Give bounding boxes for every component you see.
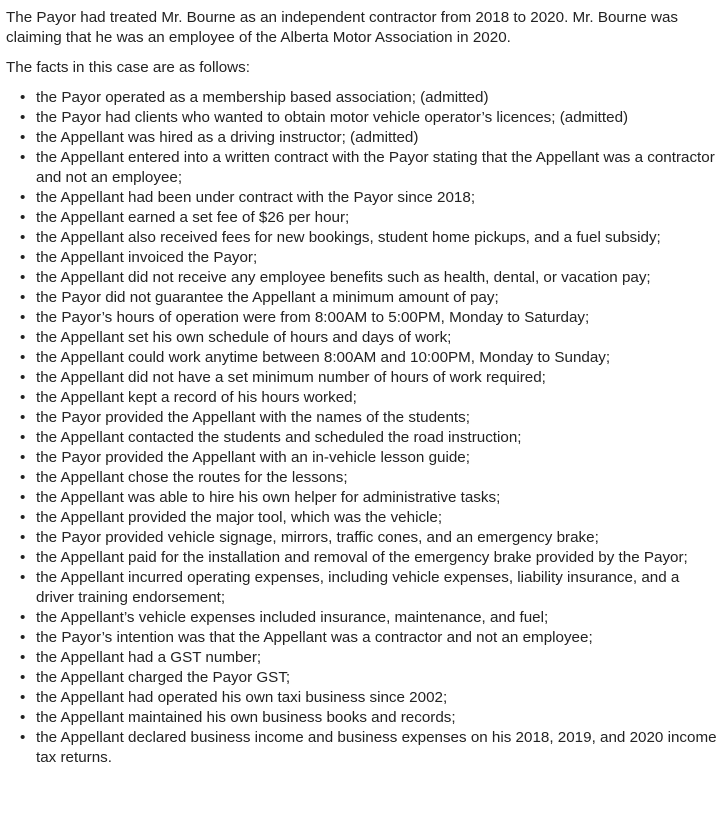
- facts-intro: The facts in this case are as follows:: [6, 59, 250, 76]
- fact-list-item: • the Appellant was hired as a driving instructor; (admitted): [28, 128, 717, 148]
- fact-list-item: • the Appellant had operated his own taxi business since 2002;: [28, 688, 717, 708]
- fact-list-item: • the Appellant also received fees for new bookings, student home pickups, and a fuel subsidy;: [28, 228, 717, 248]
- intro-paragraph: The Payor had treated Mr. Bourne as an independent contractor from 2018 to 2020. Mr. Bourne was claiming that he was an employee of the Alberta Motor Association in 2020.: [6, 9, 679, 46]
- fact-list-item: • the Appellant declared business income and business expenses on his 2018, 2019, and 2020 income tax returns.: [28, 728, 717, 768]
- fact-list-item: • the Appellant had been under contract with the Payor since 2018;: [28, 188, 717, 208]
- fact-list-item: • the Payor had clients who wanted to obtain motor vehicle operator’s licences; (admitted): [28, 108, 717, 128]
- fact-list-item: • the Appellant incurred operating expenses, including vehicle expenses, liability insurance, and a driver training endorsement;: [28, 568, 717, 608]
- fact-list-item: • the Appellant did not receive any employee benefits such as health, dental, or vacation pay;: [28, 268, 717, 288]
- fact-list-item: • the Appellant contacted the students and scheduled the road instruction;: [28, 428, 717, 448]
- fact-list-item: • the Appellant invoiced the Payor;: [28, 248, 717, 268]
- fact-list-item: • the Appellant earned a set fee of $26 per hour;: [28, 208, 717, 228]
- fact-list-item: • the Appellant maintained his own business books and records;: [28, 708, 717, 728]
- fact-list-item: • the Payor’s hours of operation were from 8:00AM to 5:00PM, Monday to Saturday;: [28, 308, 717, 328]
- fact-list-item: • the Appellant paid for the installation and removal of the emergency brake provided by the Payor;: [28, 548, 717, 568]
- fact-list-item: • the Appellant was able to hire his own helper for administrative tasks;: [28, 488, 717, 508]
- fact-list-item: • the Appellant did not have a set minimum number of hours of work required;: [28, 368, 717, 388]
- fact-list-item: • the Appellant entered into a written contract with the Payor stating that the Appellant was a contractor and not an employee;: [28, 148, 717, 188]
- fact-list-item: • the Payor provided vehicle signage, mirrors, traffic cones, and an emergency brake;: [28, 528, 717, 548]
- fact-list-item: • the Payor provided the Appellant with an in-vehicle lesson guide;: [28, 448, 717, 468]
- fact-list-item: • the Appellant set his own schedule of hours and days of work;: [28, 328, 717, 348]
- fact-list-item: • the Appellant chose the routes for the lessons;: [28, 468, 717, 488]
- fact-list-item: • the Appellant could work anytime between 8:00AM and 10:00PM, Monday to Sunday;: [28, 348, 717, 368]
- fact-list-item: • the Appellant provided the major tool, which was the vehicle;: [28, 508, 717, 528]
- fact-list-item: • the Payor operated as a membership based association; (admitted): [28, 88, 717, 108]
- fact-list-item: • the Appellant kept a record of his hours worked;: [28, 388, 717, 408]
- facts-list: [6, 88, 717, 768]
- fact-list-item: • the Payor’s intention was that the Appellant was a contractor and not an employee;: [28, 628, 717, 648]
- fact-list-item: • the Appellant’s vehicle expenses included insurance, maintenance, and fuel;: [28, 608, 717, 628]
- fact-list-item: • the Payor provided the Appellant with the names of the students;: [28, 408, 717, 428]
- fact-list-item: • the Appellant had a GST number;: [28, 648, 717, 668]
- fact-list-item: • the Payor did not guarantee the Appellant a minimum amount of pay;: [28, 288, 717, 308]
- fact-list-item: • the Appellant charged the Payor GST;: [28, 668, 717, 688]
